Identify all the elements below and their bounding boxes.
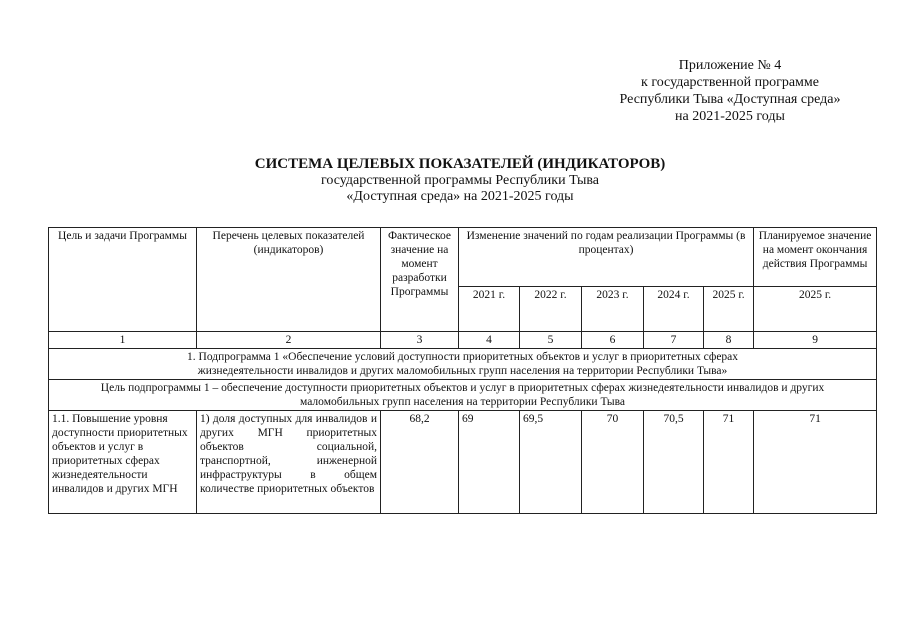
col-number: 9 [754, 332, 877, 349]
col-number: 3 [381, 332, 459, 349]
task-cell: 1.1. Повышение уровня доступности приоритетных объектов и услуг в приоритетных сферах жизнедеятельности инвалидов и других МГН [49, 411, 197, 514]
header-indicators: Перечень целевых показателей (индикаторов) [197, 228, 381, 332]
subprogram-goal-row [49, 380, 877, 411]
appendix-header [590, 57, 870, 125]
col-number: 4 [459, 332, 520, 349]
header-planned: Планируемое значение на момент окончания действия Программы [754, 228, 877, 287]
indicators-table [48, 227, 877, 514]
col-number: 5 [520, 332, 582, 349]
indicator-cell: 1) доля доступных для инвалидов и других МГН приоритетных объектов социальной, транспортной, инженерной инфраструктуры в общем количестве приоритетных объектов [197, 411, 381, 514]
value-2021-cell: 69 [459, 411, 520, 514]
header-year-2022: 2022 г. [520, 287, 582, 332]
header-year-2024: 2024 г. [644, 287, 704, 332]
col-number: 1 [49, 332, 197, 349]
appendix-reference: к государственной программе [641, 75, 819, 90]
header-year-2021: 2021 г. [459, 287, 520, 332]
col-number: 2 [197, 332, 381, 349]
header-row-1 [49, 228, 877, 287]
table-row [49, 411, 877, 514]
header-actual: Фактическое значение на момент разработки Программы [381, 228, 459, 332]
actual-value-cell: 68,2 [381, 411, 459, 514]
header-year-2025: 2025 г. [704, 287, 754, 332]
value-2022-cell: 69,5 [520, 411, 582, 514]
title-sub-1: государственной программы Республики Тыва [321, 172, 599, 188]
value-2023-cell: 70 [582, 411, 644, 514]
col-number: 6 [582, 332, 644, 349]
col-number: 7 [644, 332, 704, 349]
header-year-2023: 2023 г. [582, 287, 644, 332]
header-goal: Цель и задачи Программы [49, 228, 197, 332]
planned-value-cell: 71 [754, 411, 877, 514]
appendix-period: на 2021-2025 годы [675, 109, 785, 124]
header-change: Изменение значений по годам реализации Программы (в процентах) [459, 228, 754, 287]
title-sub-2: «Доступная среда» на 2021-2025 годы [346, 189, 574, 204]
value-2025-cell: 71 [704, 411, 754, 514]
subprogram-title: 1. Подпрограмма 1 «Обеспечение условий доступности приоритетных объектов и услуг в приоритетных сферах жизнедеятельности инвалидов и других маломобильных групп населения на территории Республики Тыва» [49, 349, 877, 380]
subprogram-goal: Цель подпрограммы 1 – обеспечение доступности приоритетных объектов и услуг в приоритетных сферах жизнедеятельности инвалидов и других маломобильных групп населения на территории Республики Тыва [49, 380, 877, 411]
col-number: 8 [704, 332, 754, 349]
column-number-row [49, 332, 877, 349]
appendix-number: Приложение № 4 [678, 58, 782, 73]
header-planned-year: 2025 г. [754, 287, 877, 332]
subprogram-row [49, 349, 877, 380]
appendix-program-name: Республики Тыва «Доступная среда» [619, 92, 841, 107]
title-main: СИСТЕМА ЦЕЛЕВЫХ ПОКАЗАТЕЛЕЙ (ИНДИКАТОРОВ) [254, 156, 666, 172]
document-title [200, 156, 720, 206]
value-2024-cell: 70,5 [644, 411, 704, 514]
